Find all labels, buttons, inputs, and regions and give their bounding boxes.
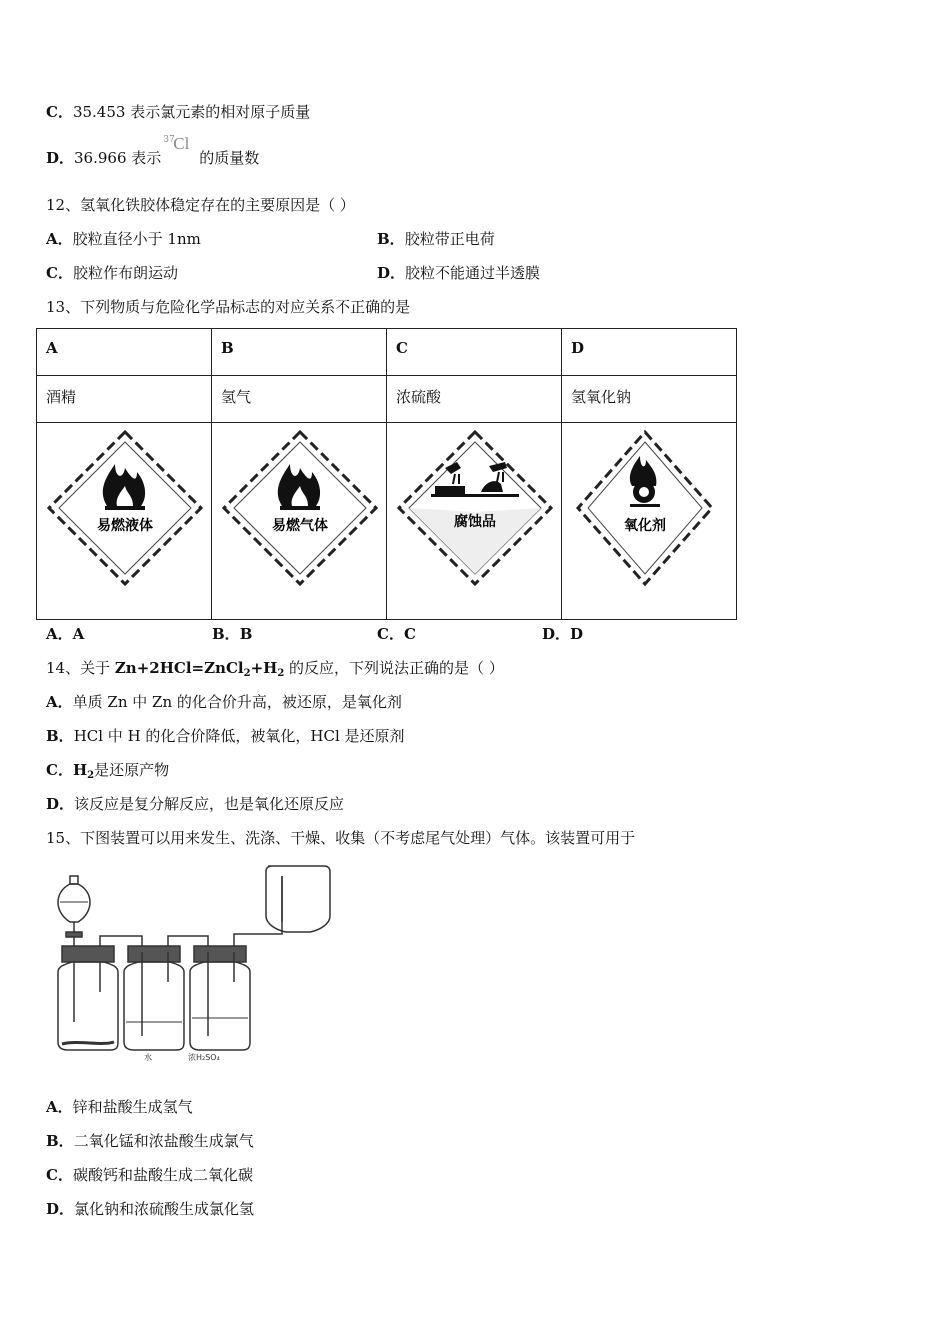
substance-a: 酒精	[37, 376, 212, 423]
table-row	[37, 376, 737, 423]
header-c: C	[387, 329, 562, 376]
sign-label-b: 易燃气体	[272, 518, 328, 534]
substance-d: 氢氧化钠	[562, 376, 737, 423]
q14-option-b[interactable]: B．HCl 中 H 的化合价降低，被氧化，HCl 是还原剂	[46, 727, 405, 745]
q12-option-b[interactable]: B．胶粒带正电荷	[377, 230, 495, 248]
flame-icon	[45, 428, 205, 588]
sign-cell-b	[212, 423, 387, 620]
q14-stem: 14、关于 $Zn+2HCl=ZnCl_2+H_2$ 的反应，下列说法正确的是（ ）	[46, 659, 504, 679]
corrosive-icon	[395, 428, 555, 588]
sign-label-c: 腐蚀品	[454, 514, 496, 530]
q13-option-c[interactable]: C．C	[377, 625, 416, 643]
q13-option-a[interactable]: A．A	[46, 625, 85, 643]
flame-icon	[220, 428, 380, 588]
sign-cell-a	[37, 423, 212, 620]
q11-option-d: D．36.966 表示 37 Cl 的质量数	[46, 134, 260, 167]
q13-option-b[interactable]: B．B	[212, 625, 253, 643]
sign-cell-d	[562, 423, 737, 620]
cl37-isotope: 37 Cl	[163, 134, 190, 153]
q12-option-d[interactable]: D．胶粒不能通过半透膜	[377, 264, 541, 282]
q13-option-d[interactable]: D．D	[542, 625, 584, 643]
q15-stem: 15、下图装置可以用来发生、洗涤、干燥、收集（不考虑尾气处理）气体。该装置可用于	[46, 829, 636, 847]
q15-option-c[interactable]: C．碳酸钙和盐酸生成二氧化碳	[46, 1166, 253, 1184]
q12-stem: 12、氢氧化铁胶体稳定存在的主要原因是（ ）	[46, 196, 355, 214]
q11-option-c: C．35.453 表示氯元素的相对原子质量	[46, 103, 311, 121]
q14-option-c[interactable]: C．$H_2$是还原产物	[46, 761, 170, 781]
q12-option-a[interactable]: A．胶粒直径小于 1nm	[46, 230, 201, 248]
header-a: A	[37, 329, 212, 376]
header-d: D	[562, 329, 737, 376]
q15-option-a[interactable]: A．锌和盐酸生成氢气	[46, 1098, 193, 1116]
sign-cell-c	[387, 423, 562, 620]
table-row	[37, 423, 737, 620]
q15-option-d[interactable]: D．氯化钠和浓硫酸生成氯化氢	[46, 1200, 255, 1218]
table-row	[37, 329, 737, 376]
oxidizer-flame-icon	[570, 428, 720, 588]
q15-option-b[interactable]: B．二氧化锰和浓盐酸生成氯气	[46, 1132, 254, 1150]
sign-label-d: 氧化剂	[624, 518, 666, 534]
hazard-table	[36, 328, 737, 620]
substance-c: 浓硫酸	[387, 376, 562, 423]
header-b: B	[212, 329, 387, 376]
q14-option-a[interactable]: A．单质 Zn 中 Zn 的化合价升高，被还原，是氧化剂	[46, 693, 402, 711]
substance-b: 氢气	[212, 376, 387, 423]
q13-stem: 13、下列物质与危险化学品标志的对应关系不正确的是	[46, 298, 411, 316]
q12-option-c[interactable]: C．胶粒作布朗运动	[46, 264, 178, 282]
gas-apparatus-diagram	[48, 862, 338, 1062]
sign-label-a: 易燃液体	[97, 518, 153, 534]
q14-option-d[interactable]: D．该反应是复分解反应，也是氧化还原反应	[46, 795, 345, 813]
label-water: 水	[144, 1053, 152, 1062]
label-conc-sulfuric: 浓H₂SO₄	[188, 1053, 220, 1062]
